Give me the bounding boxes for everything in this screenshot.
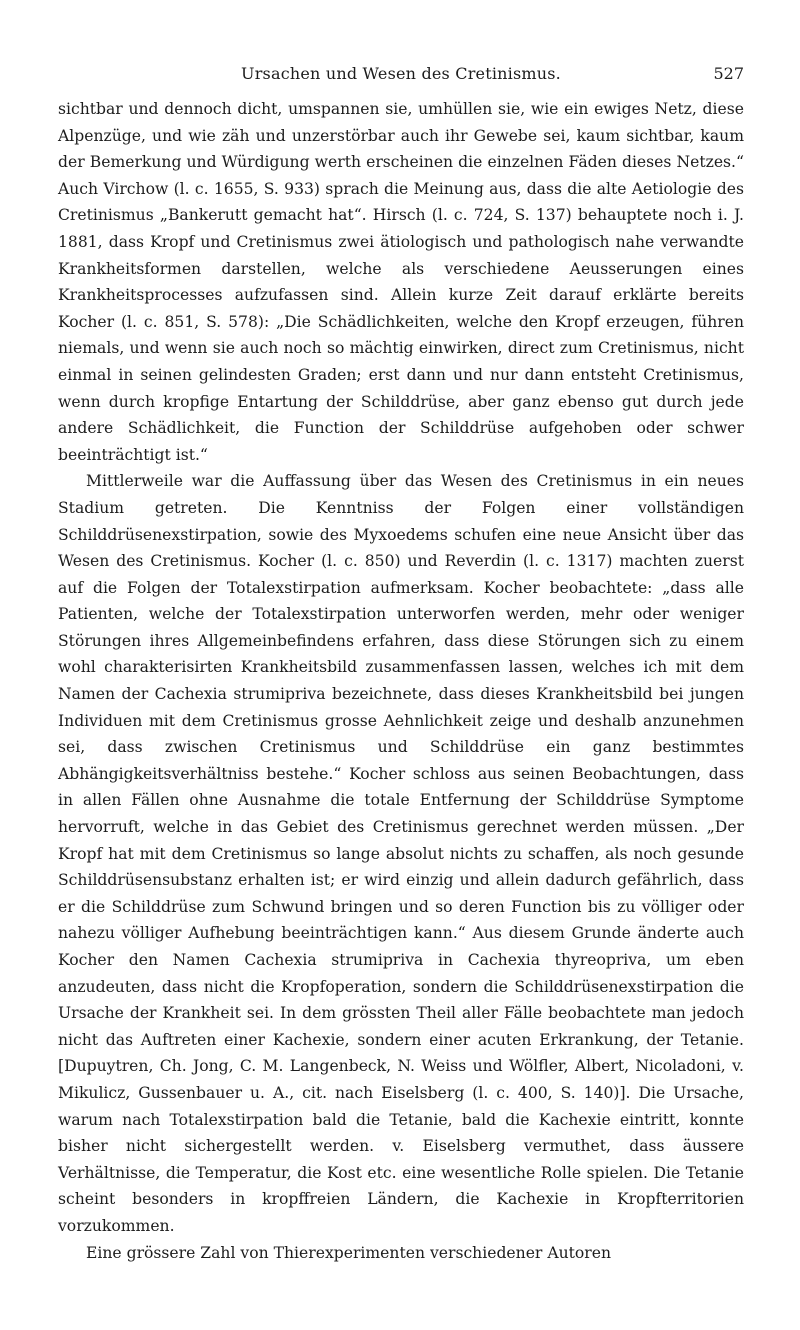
paragraph-3: Eine grössere Zahl von Thierexperimenten verschiedener Autoren: [86, 1243, 612, 1262]
paragraph-1: sichtbar und dennoch dicht, umspannen sie, umhüllen sie, wie ein ewiges Netz, diese Alpenzüge, und wie zäh und unzerstörbar auch ihr Gewebe sei, kaum sichtbar, kaum der Bemerkung und Würdigung werth erscheinen die einzelnen Fäden dieses Netzes.“ Auch Virchow (l. c. 1655, S. 933) sprach die Meinung aus, dass die alte Aetiologie des Cretinismus „Bankerutt gemacht hat“. Hirsch (l. c. 724, S. 137) behauptete noch i. J. 1881, dass Kropf und Cretinismus zwei ätiologisch und pathologisch nahe verwandte Krankheitsformen darstellen, welche als verschiedene Aeusserungen eines Krankheitsprocesses aufzufassen sind. Allein kurze Zeit darauf erklärte bereits Kocher (l. c. 851, S. 578): „Die Schädlichkeiten, welche den Kropf erzeugen, führen niemals, und wenn sie auch noch so mächtig einwirken, direct zum Cretinismus, nicht einmal in seinen gelindesten Graden; erst dann und nur dann entsteht Cretinismus, wenn durch kropfige Entartung der Schilddrüse, aber ganz ebenso gut durch jede andere Schädlichkeit, die Function der Schilddrüse aufgehoben oder schwer beeinträchtigt ist.“: [58, 100, 744, 464]
running-head: [58, 58, 744, 88]
running-title: Ursachen und Wesen des Cretinismus.: [241, 64, 561, 83]
body-text: [58, 96, 744, 1266]
page-number: 527: [713, 64, 744, 83]
paragraph-2: Mittlerweile war die Auffassung über das Wesen des Cretinismus in ein neues Stadium getreten. Die Kenntniss der Folgen einer vollständigen Schilddrüsenexstirpation, sowie des Myxoedems schufen eine neue Ansicht über das Wesen des Cretinismus. Kocher (l. c. 850) und Reverdin (l. c. 1317) machten zuerst auf die Folgen der Totalexstirpation aufmerksam. Kocher beobachtete: „dass alle Patienten, welche der Totalexstirpation unterworfen werden, mehr oder weniger Störungen ihres Allgemeinbefindens erfahren, dass diese Störungen sich zu einem wohl charakterisirten Krankheitsbild zusammenfassen lassen, welches ich mit dem Namen der Cachexia strumipriva bezeichnete, dass dieses Krankheitsbild bei jungen Individuen mit dem Cretinismus grosse Aehnlichkeit zeige und deshalb anzunehmen sei, dass zwischen Cretinismus und Schilddrüse ein ganz bestimmtes Abhängigkeitsverhältniss bestehe.“ Kocher schloss aus seinen Beobachtungen, dass in allen Fällen ohne Ausnahme die totale Entfernung der Schilddrüse Symptome hervorruft, welche in das Gebiet des Cretinismus gerechnet werden müssen. „Der Kropf hat mit dem Cretinismus so lange absolut nichts zu schaffen, als noch gesunde Schilddrüsensubstanz erhalten ist; er wird einzig und allein dadurch gefährlich, dass er die Schilddrüse zum Schwund bringen und so deren Function bis zu völliger oder nahezu völliger Aufhebung beeinträchtigen kann.“ Aus diesem Grunde änderte auch Kocher den Namen Cachexia strumipriva in Cachexia thyreopriva, um eben anzudeuten, dass nicht die Kropfoperation, sondern die Schilddrüsenexstirpation die Ursache der Krankheit sei. In dem grössten Theil aller Fälle beobachtete man jedoch nicht das Auftreten einer Kachexie, sondern einer acuten Erkrankung, der Tetanie. [Dupuytren, Ch. Jong, C. M. Langenbeck, N. Weiss und Wölfler, Albert, Nicoladoni, v. Mikulicz, Gussenbauer u. A., cit. nach Eiselsberg (l. c. 400, S. 140)]. Die Ursache, warum nach Totalexstirpation bald die Tetanie, bald die Kachexie eintritt, konnte bisher nicht sichergestellt werden. v. Eiselsberg vermuthet, dass äussere Verhältnisse, die Temperatur, die Kost etc. eine wesentliche Rolle spielen. Die Tetanie scheint besonders in kropffreien Ländern, die Kachexie in Kropfterritorien vorzukommen.: [58, 472, 744, 1235]
